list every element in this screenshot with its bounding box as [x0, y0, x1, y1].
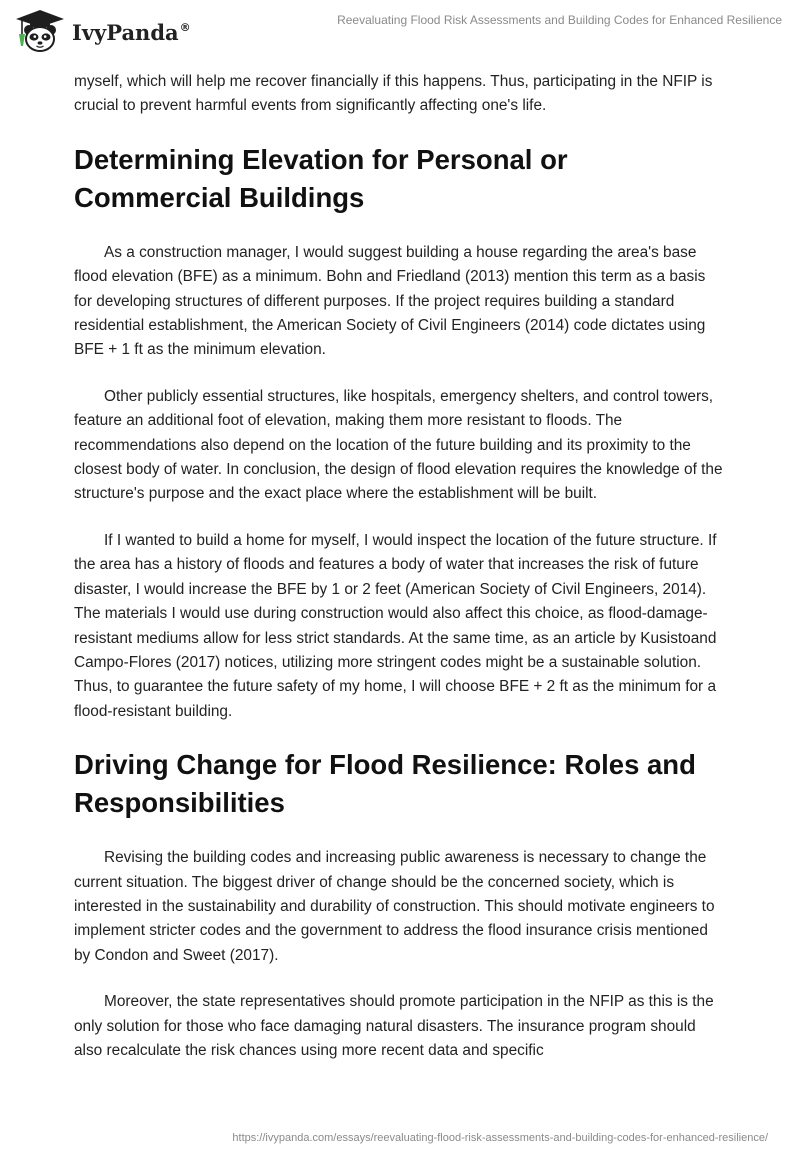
section-heading: Driving Change for Flood Resilience: Roles and Responsibilities: [74, 749, 696, 819]
ivypanda-logo[interactable]: [14, 8, 191, 54]
page-header: [0, 0, 800, 62]
section-elevation: [74, 141, 724, 724]
brand-name: IvyPanda®: [72, 19, 191, 45]
paragraph: If I wanted to build a home for myself, I would inspect the location of the future structure. If the area has a history of floods and features a body of water that increases the risk of future disaster, I would increase the BFE by 1 or 2 feet (American Society of Civil Engineers, 2014). The materials I would use during construction would also affect this choice, as flood-damage-resistant mediums allow for less strict standards. At the same time, as an article by Kusistoand Campo-Flores (2017) notices, utilizing more stringent codes might be a sustainable solution. Thus, to guarantee the future safety of my home, I will choose BFE + 2 ft as the minimum for a flood-resistant building.: [74, 531, 717, 720]
section-driving-change: [74, 746, 724, 1063]
essay-content: [74, 70, 724, 1085]
source-url[interactable]: https://ivypanda.com/essays/reevaluating-flood-risk-assessments-and-building-codes-for-enhanced-resilience/: [232, 1132, 768, 1144]
intro-paragraph: myself, which will help me recover financially if this happens. Thus, participating in the NFIP is crucial to prevent harmful events from significantly affecting one's life.: [74, 73, 713, 115]
panda-graduate-icon: [14, 8, 66, 54]
registered-mark: ®: [179, 20, 191, 34]
document-title: Reevaluating Flood Risk Assessments and Building Codes for Enhanced Resilience: [337, 13, 782, 27]
paragraph: As a construction manager, I would suggest building a house regarding the area's base flood elevation (BFE) as a minimum. Bohn and Friedland (2013) mention this term as a basis for developing structures of different purposes. If the project requires building a standard residential establishment, the American Society of Civil Engineers (2014) code dictates using BFE + 1 ft as the minimum elevation.: [74, 243, 706, 359]
section-heading: Determining Elevation for Personal or Commercial Buildings: [74, 143, 568, 213]
paragraph: Other publicly essential structures, like hospitals, emergency shelters, and control towers, feature an additional foot of elevation, making them more resistant to floods. The recommendations also depend on the location of the future building and its proximity to the closest body of water. In conclusion, the design of flood elevation requires the knowledge of the structure's purpose and the exact place where the establishment will be built.: [74, 387, 723, 503]
paragraph: Moreover, the state representatives should promote participation in the NFIP as this is the only solution for those who face damaging natural disasters. The insurance program should also recalculate the risk chances using more recent data and specific: [74, 993, 714, 1059]
paragraph: Revising the building codes and increasing public awareness is necessary to change the current situation. The biggest driver of change should be the concerned society, which is interested in the sustainability and durability of construction. This should motivate engineers to implement stricter codes and the government to address the flood insurance crisis mentioned by Condon and Sweet (2017).: [74, 849, 715, 964]
